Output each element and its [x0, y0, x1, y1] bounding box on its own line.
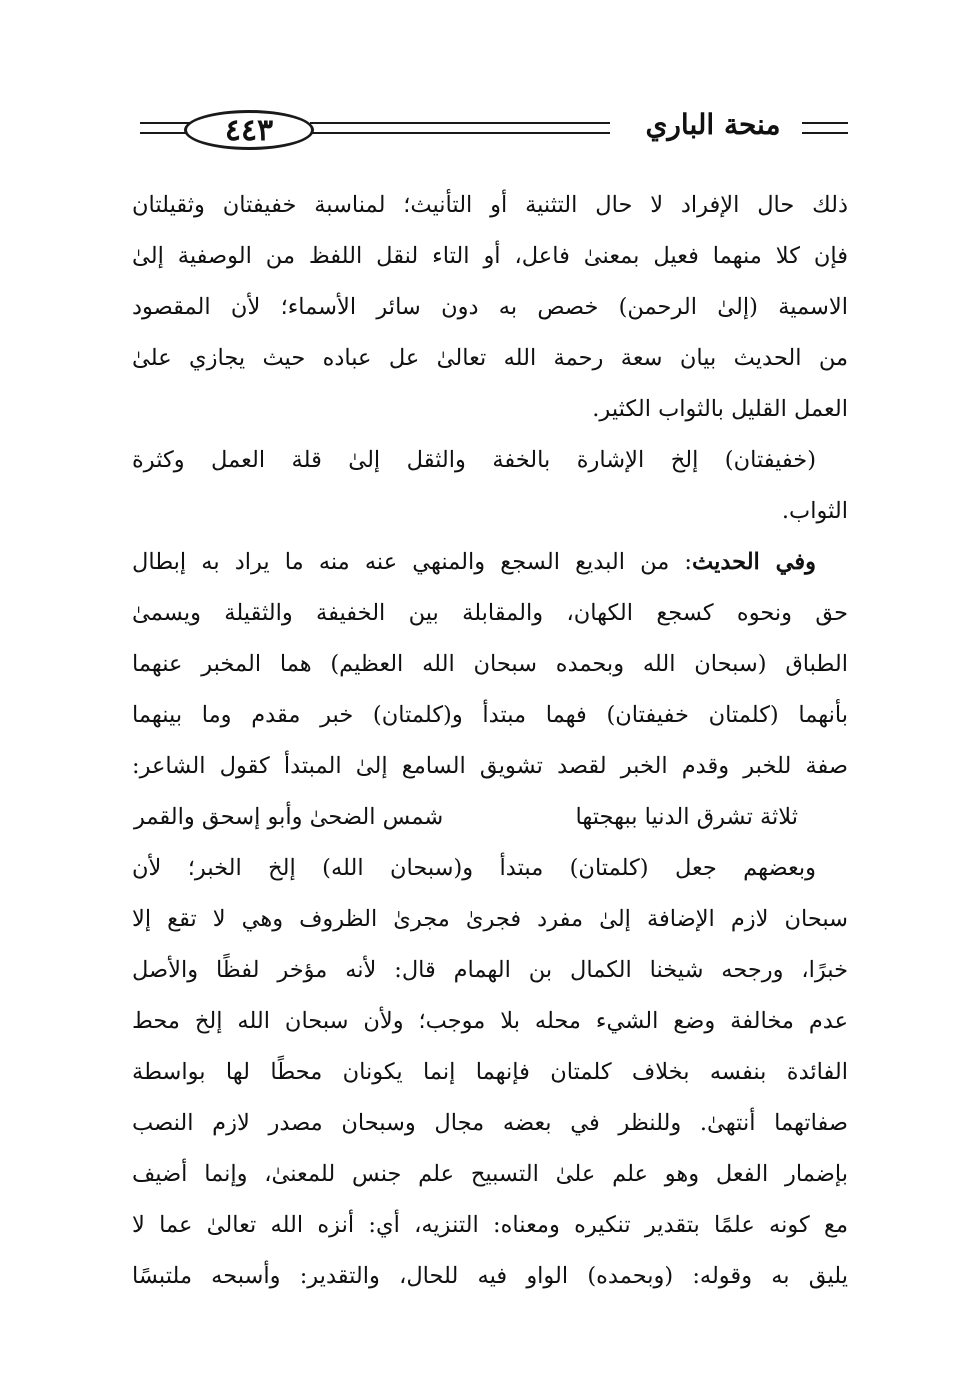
- text-line: سبحان لازم الإضافة إلىٰ مفرد فجرىٰ مجرىٰ الظروف وهي لا تقع إلا: [132, 906, 848, 932]
- text-line: صفة للخبر وقدم الخبر لقصد تشويق السامع إلىٰ المبتدأ كقول الشاعر:: [132, 753, 848, 779]
- section-heading: وفي الحديث: [692, 549, 816, 575]
- paragraph-opening-line: [132, 537, 848, 588]
- text-line: صفاتهما أنتهىٰ. وللنظر في بعضه مجال وسبحان مصدر لازم النصب: [132, 1110, 848, 1136]
- verse-first-hemistich: ثلاثة تشرق الدنيا ببهجتها: [575, 804, 798, 830]
- text-line: بأنهما (كلمتان خفيفتان) فهما مبتدأ و(كلمتان) خبر مقدم وما بينهما: [132, 702, 848, 728]
- page-header: [140, 100, 850, 160]
- text-line: بإضمار الفعل وهو علم علىٰ التسبيح علم جنس للمعنىٰ، وإنما أضيف: [132, 1161, 848, 1187]
- text-line: الفائدة بنفسه بخلاف كلمتان فإنهما إنما يكونان محطًا لها بواسطة: [132, 1059, 848, 1085]
- text-line: خبرًا، ورجحه شيخنا الكمال بن الهمام قال: لأنه مؤخر لفظًا والأصل: [132, 957, 848, 983]
- poetry-verse: [132, 792, 848, 843]
- text-line: (خفيفتان) إلخ الإشارة بالخفة والثقل إلىٰ قلة العمل وكثرة: [132, 447, 816, 473]
- text-line: مع كونه علمًا بتقدير تنكيره ومعناه: التنزيه، أي: أنزه الله تعالىٰ عما لا: [132, 1212, 848, 1238]
- verse-second-hemistich: شمس الضحىٰ وأبو إسحق والقمر: [134, 804, 444, 830]
- text-line: ذلك حال الإفراد لا حال التثنية أو التأنيث؛ لمناسبة خفيفتان وثقيلتان: [132, 192, 848, 218]
- main-text: [132, 180, 848, 1302]
- text-segment: : من البديع السجع والمنهي عنه منه ما يراد به إبطال: [132, 549, 693, 575]
- text-line: يليق به وقوله: (وبحمده) الواو فيه للحال، والتقدير: وأسبحه ملتبسًا: [132, 1263, 848, 1289]
- book-title: منحة الباري: [645, 108, 781, 141]
- page-number: ٤٤٣: [184, 110, 314, 150]
- text-line: الثواب.: [781, 498, 848, 524]
- text-line: الاسمية (إلىٰ الرحمن) خصص به دون سائر الأسماء؛ لأن المقصود: [132, 294, 848, 320]
- header-rule-middle: [310, 132, 610, 134]
- text-line: فإن كلا منهما فعيل بمعنىٰ فاعل، أو التاء لنقل اللفظ من الوصفية إلىٰ: [132, 243, 848, 269]
- text-line: عدم مخالفة وضع الشيء محله بلا موجب؛ ولأن سبحان الله إلخ محط: [132, 1008, 848, 1034]
- header-rule-right: [802, 122, 848, 124]
- text-line: الطباق (سبحان الله وبحمده سبحان الله العظيم) هما المخبر عنهما: [132, 651, 848, 677]
- header-rule-right: [802, 132, 848, 134]
- text-line: وبعضهم جعل (كلمتان) مبتدأ و(سبحان الله) إلخ الخبر؛ لأن: [132, 855, 816, 881]
- text-line: من الحديث بيان سعة رحمة الله تعالىٰ عل عباده حيث يجازي علىٰ: [132, 345, 848, 371]
- text-line: العمل القليل بالثواب الكثير.: [592, 396, 848, 422]
- text-line: حق ونحوه كسجع الكهان، والمقابلة بين الخفيفة والثقيلة ويسمىٰ: [132, 600, 848, 626]
- header-rule-middle: [310, 122, 610, 124]
